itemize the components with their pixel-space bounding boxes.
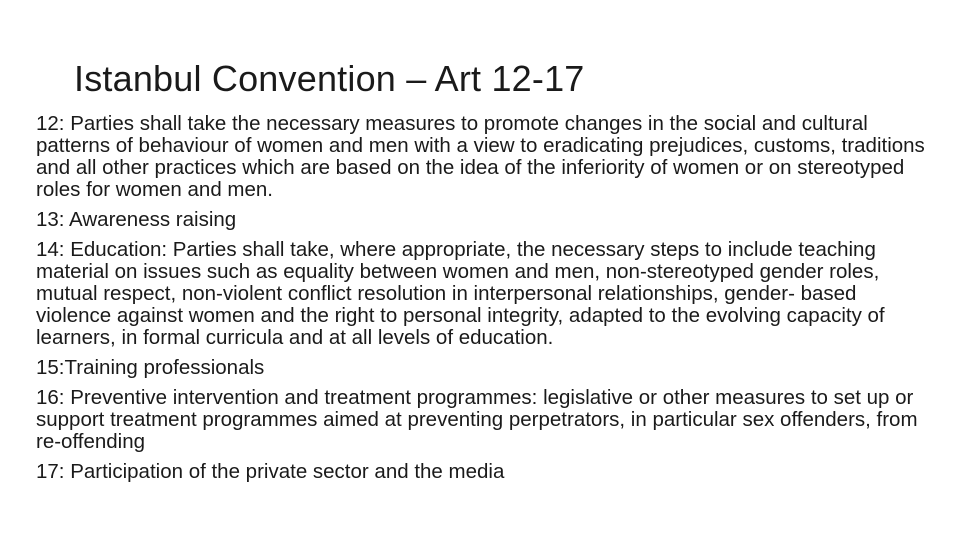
article-16-text: 16: Preventive intervention and treatment programmes: legislative or other measures to set up or support treatment programmes aimed at preventing perpetrators, in particular sex offenders, from re-offending (36, 386, 918, 453)
slide-body (36, 113, 936, 491)
article-13-text: 13: Awareness raising (36, 208, 237, 231)
article-12-text: 12: Parties shall take the necessary measures to promote changes in the social and cultural patterns of behaviour of women and men with a view to eradicating prejudices, customs, traditions and all other practices which are based on the idea of the inferiority of women or on stereotyped roles for women and men. (36, 112, 925, 201)
article-17-text: 17: Participation of the private sector and the media (36, 460, 505, 483)
slide-title: Istanbul Convention – Art 12-17 (74, 58, 585, 99)
article-14-text: 14: Education: Parties shall take, where appropriate, the necessary steps to include teaching material on issues such as equality between women and men, non-stereotyped gender roles, mutual respect, non-violent conflict resolution in interpersonal relationships, gender- based violence against women and the right to personal integrity, adapted to the evolving capacity of learners, in formal curricula and at all levels of education. (36, 238, 885, 349)
article-15-text: 15:Training professionals (36, 356, 265, 379)
